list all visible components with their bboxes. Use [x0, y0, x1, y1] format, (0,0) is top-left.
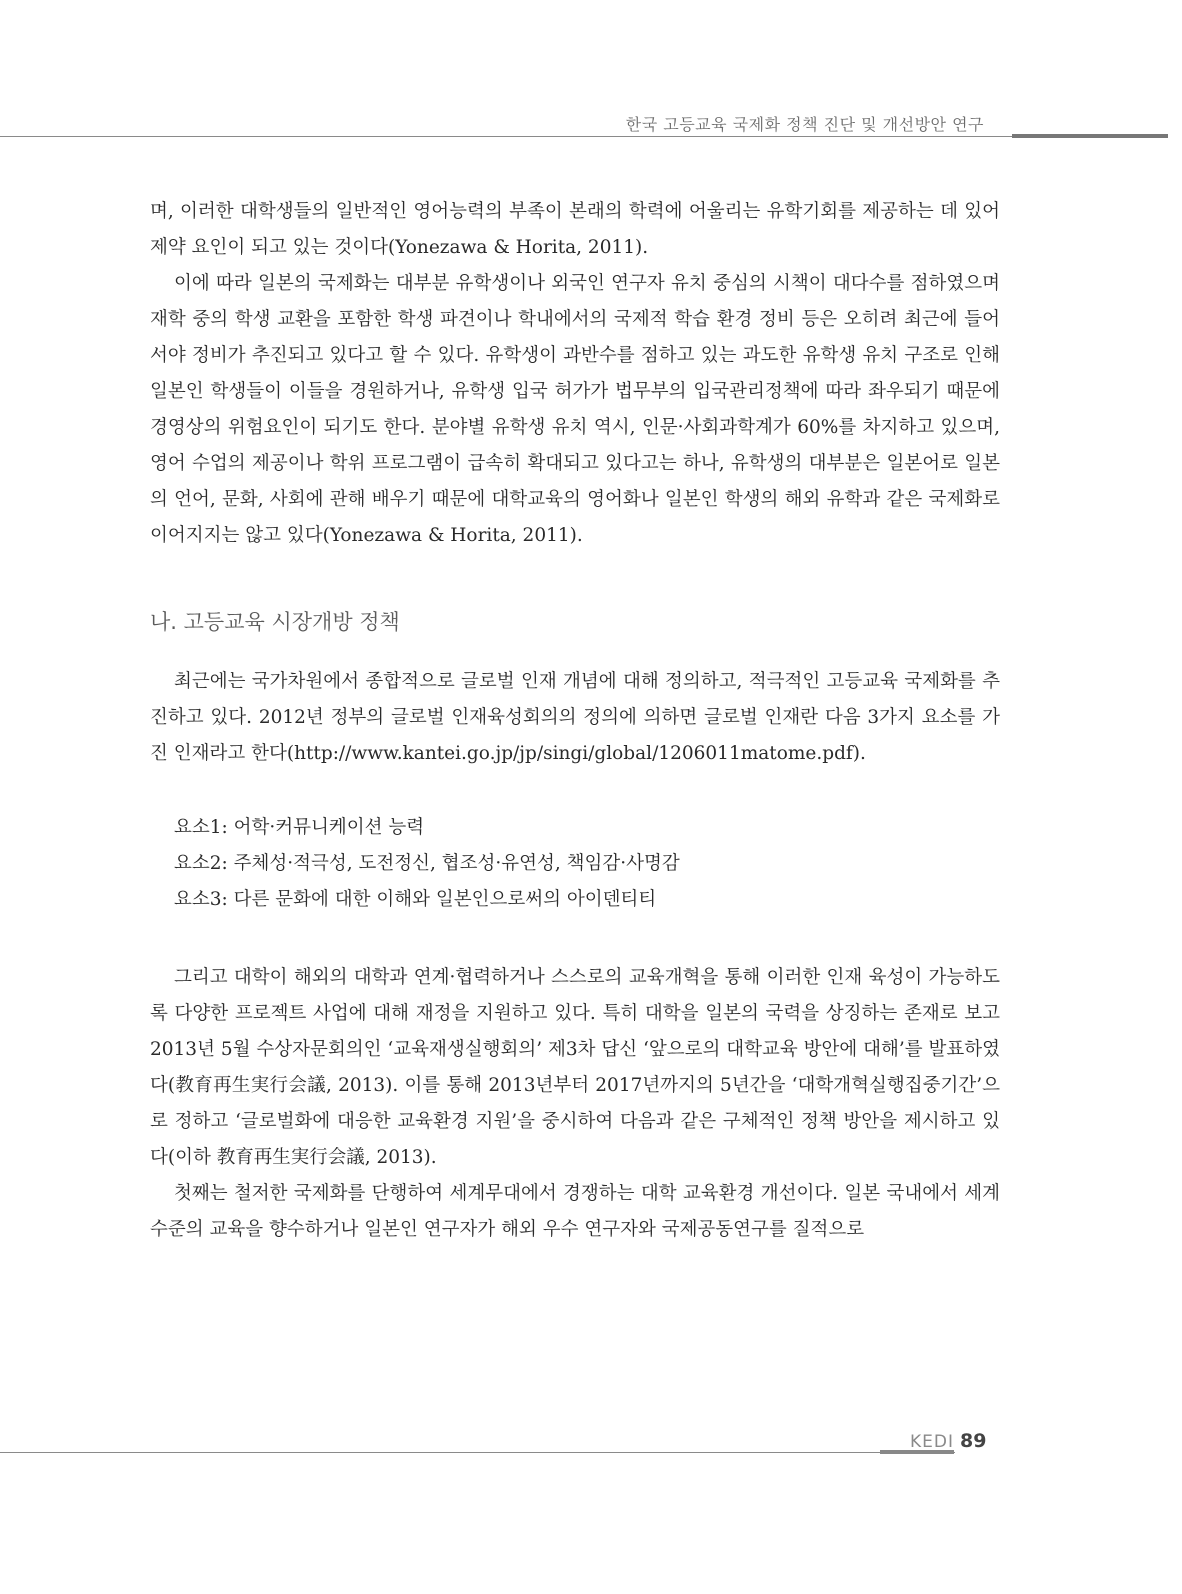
page-footer	[910, 1430, 986, 1452]
list-item: 요소3: 다른 문화에 대한 이해와 일본인으로써의 아이덴티티	[174, 889, 657, 910]
running-header: 한국 고등교육 국제화 정책 진단 및 개선방안 연구	[625, 115, 984, 134]
element-list	[174, 810, 1000, 918]
header-rule	[0, 136, 1165, 137]
header-rule-accent	[1012, 134, 1168, 138]
list-item: 요소1: 어학·커뮤니케이션 능력	[174, 817, 425, 838]
footer-rule	[0, 1452, 955, 1453]
paragraph: 그리고 대학이 해외의 대학과 연계·협력하거나 스스로의 교육개혁을 통해 이러한 인재 육성이 가능하도록 다양한 프로젝트 사업에 대해 재정을 지원하고 있다. 특히 대학을 일본의 국력을 상징하는 존재로 보고 2013년 5월 수상자문회의인 ‘교육재생실행회의’ 제3차 답신 ‘앞으로의 대학교육 방안에 대해’를 발표하였다(教育再生実行会議, 2013). 이를 통해 2013년부터 2017년까지의 5년간을 ‘대학개혁실행집중기간’으로 정하고 ‘글로벌화에 대응한 교육환경 지원’을 중시하여 다음과 같은 구체적인 정책 방안을 제시하고 있다(이하 教育再生実行会議, 2013).	[150, 967, 1000, 1168]
page-number: 89	[960, 1430, 987, 1452]
paragraph: 첫째는 철저한 국제화를 단행하여 세계무대에서 경쟁하는 대학 교육환경 개선이다. 일본 국내에서 세계 수준의 교육을 향수하거나 일본인 연구자가 해외 우수 연구자와 국제공동연구를 질적으로	[150, 1183, 1000, 1240]
paragraph: 며, 이러한 대학생들의 일반적인 영어능력의 부족이 본래의 학력에 어울리는 유학기회를 제공하는 데 있어 제약 요인이 되고 있는 것이다(Yonezawa & Horita, 2011).	[150, 201, 1000, 258]
paragraph: 이에 따라 일본의 국제화는 대부분 유학생이나 외국인 연구자 유치 중심의 시책이 대다수를 점하였으며 재학 중의 학생 교환을 포함한 학생 파견이나 학내에서의 국제적 학습 환경 정비 등은 오히려 최근에 들어서야 정비가 추진되고 있다고 할 수 있다. 유학생이 과반수를 점하고 있는 과도한 유학생 유치 구조로 인해 일본인 학생들이 이들을 경원하거나, 유학생 입국 허가가 법무부의 입국관리정책에 따라 좌우되기 때문에 경영상의 위험요인이 되기도 한다. 분야별 유학생 유치 역시, 인문·사회과학계가 60%를 차지하고 있으며, 영어 수업의 제공이나 학위 프로그램이 급속히 확대되고 있다고는 하나, 유학생의 대부분은 일본어로 일본의 언어, 문화, 사회에 관해 배우기 때문에 대학교육의 영어화나 일본인 학생의 해외 유학과 같은 국제화로 이어지지는 않고 있다(Yonezawa & Horita, 2011).	[150, 273, 1000, 546]
page-content	[150, 194, 1000, 1248]
section-heading: 나. 고등교육 시장개방 정책	[150, 610, 400, 634]
paragraph: 최근에는 국가차원에서 종합적으로 글로벌 인재 개념에 대해 정의하고, 적극적인 고등교육 국제화를 추진하고 있다. 2012년 정부의 글로벌 인재육성회의의 정의에 의하면 글로벌 인재란 다음 3가지 요소를 가진 인재라고 한다(http://www.kantei.go.jp/jp/singi/global/1206011matome.pdf).	[150, 671, 1000, 764]
list-item: 요소2: 주체성·적극성, 도전정신, 협조성·유연성, 책임감·사명감	[174, 853, 680, 874]
publisher-brand: KEDI	[910, 1432, 954, 1452]
